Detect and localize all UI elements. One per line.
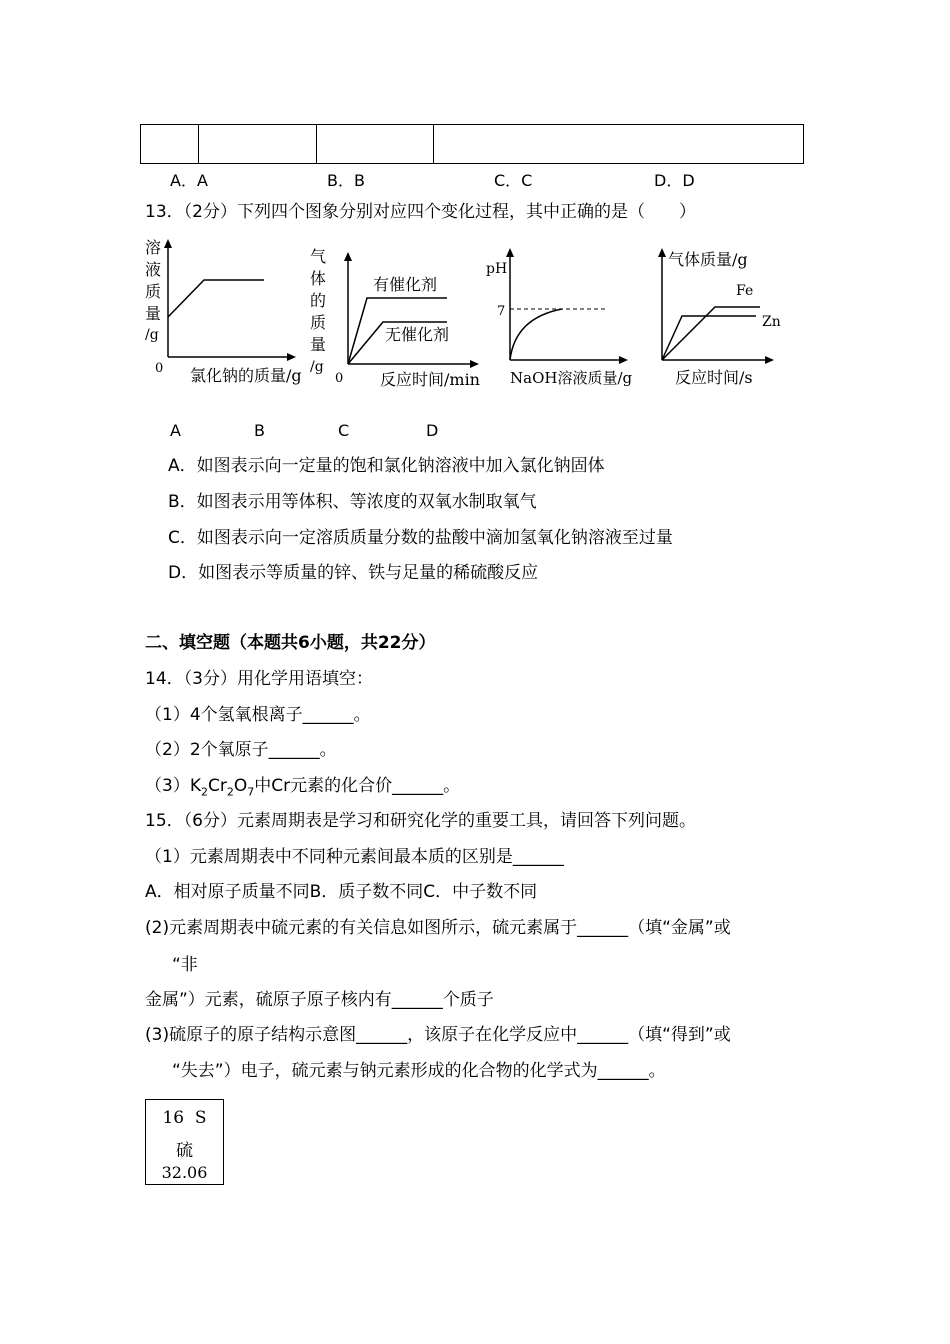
graph-d-ylabel: 气体质量/g [668,250,748,269]
element-mass: 32.06 [161,1163,208,1182]
graph-a-xlabel: 氯化钠的质量/g [190,366,302,385]
q15-part-2-line3: 金属”）元素，硫原子原子核内有______个质子 [145,990,494,1010]
q13-stem: 13．（2分）下列四个图象分别对应四个变化过程，其中正确的是（ ） [145,202,696,222]
element-sulfur-box [145,1099,224,1185]
graph-b-curve1-label: 有催化剂 [373,275,438,294]
graph-b-ylabel-4: 质 [310,313,327,332]
q13-option-a: A．如图表示向一定量的饱和氯化钠溶液中加入氯化钠固体 [168,456,605,476]
section-title: 二、填空题（本题共6小题，共22分） [145,633,436,653]
element-number-symbol: 16 S [162,1108,207,1128]
table-option-d: D．D [654,171,695,190]
q14-stem: 14．（3分）用化学用语填空： [145,669,373,689]
answer-table [140,124,804,164]
graph-label-c: C [338,421,350,440]
graph-a-curve [168,280,264,317]
graph-a-ylabel-3: 质 [145,282,162,301]
q15-part-3-line1: (3)硫原子的原子结构示意图______，该原子在化学反应中______（填“得到”或 [145,1025,731,1045]
graph-a [140,235,310,390]
q15-part-2-line2: “非 [172,955,198,975]
q14-part-1: （1）4个氢氧根离子______。 [145,705,371,725]
graph-a-ylabel-5: /g [145,327,159,343]
graph-label-d: D [426,421,439,440]
table-option-a: A．A [170,171,208,190]
graph-a-origin: 0 [155,361,164,376]
q15-part-3-line2: “失去”）电子，硫元素与钠元素形成的化合物的化学式为______。 [172,1061,666,1081]
graph-c [482,240,652,390]
table-divider [198,125,199,163]
graph-b [305,240,490,390]
graph-b-ylabel-3: 的 [310,291,327,310]
table-option-b: B．B [327,171,365,190]
graph-b-ylabel-5: 量 [310,335,327,354]
graph-b-ylabel-1: 气 [310,247,327,266]
table-divider [316,125,317,163]
graph-b-ylabel-2: 体 [310,269,327,288]
graph-a-ylabel-2: 液 [145,260,162,279]
q15-part-1: （1）元素周期表中不同种元素间最本质的区别是______ [145,847,564,867]
q15-stem: 15．（6分）元素周期表是学习和研究化学的重要工具，请回答下列问题。 [145,811,696,831]
q14-part-2: （2）2个氧原子______。 [145,740,337,760]
q15-part-1-options: A．相对原子质量不同B．质子数不同C．中子数不同 [145,882,538,902]
graph-b-origin: 0 [335,371,344,386]
graph-b-ylabel-6: /g [310,359,324,375]
q13-option-c: C．如图表示向一定溶质质量分数的盐酸中滴加氢氧化钠溶液至过量 [168,528,673,548]
graph-b-curve2-label: 无催化剂 [385,325,450,344]
graph-b-xlabel: 反应时间/min [380,370,480,389]
q13-option-d: D．如图表示等质量的锌、铁与足量的稀硫酸反应 [168,563,539,583]
graph-d-curve-zn [662,316,756,360]
graph-a-ylabel-1: 溶 [145,238,162,257]
q15-part-2-line1: (2)元素周期表中硫元素的有关信息如图所示，硫元素属于______（填“金属”或 [145,918,731,938]
graph-d [650,240,800,390]
graph-c-ylabel: pH [486,261,508,277]
graph-d-zn-label: Zn [762,314,781,330]
graph-c-xlabel: NaOH溶液质量/g [510,369,633,387]
graph-label-a: A [170,421,181,440]
graph-c-tick-7: 7 [497,304,506,319]
q14-part-3: $(3)K_2Cr_2O_7$中Cr元素的化合价______。 [145,776,461,799]
q13-option-b: B．如图表示用等体积、等浓度的双氧水制取氧气 [168,492,537,512]
graph-a-ylabel-4: 量 [145,304,162,323]
graph-d-fe-label: Fe [736,283,754,299]
graph-c-curve [510,309,562,360]
table-divider [433,125,434,163]
table-option-c: C．C [494,171,533,190]
graph-d-xlabel: 反应时间/s [675,368,753,387]
graph-d-curve-fe [662,307,760,360]
graph-label-b: B [254,421,265,440]
element-name: 硫 [176,1141,193,1161]
